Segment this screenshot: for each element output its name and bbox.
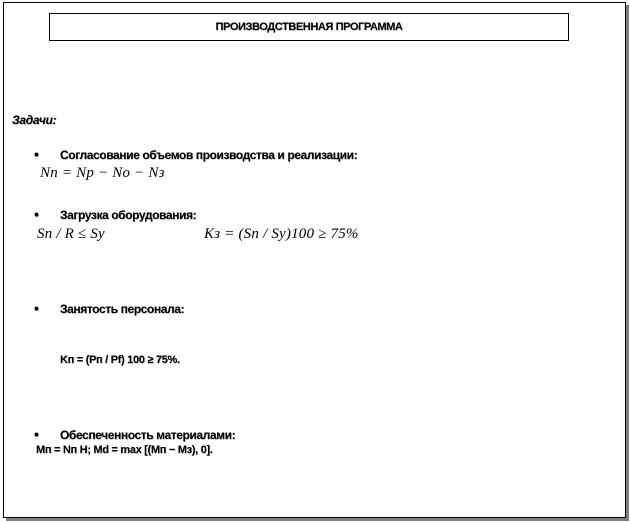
list-item-staff-employment <box>34 300 184 316</box>
item-label: Обеспеченность материалами: <box>60 428 236 442</box>
formula-production-balance: Nп = Nр − Nо − Nз <box>40 165 165 181</box>
list-item-production-sales <box>34 146 357 162</box>
item-label: Загрузка оборудования: <box>60 208 197 222</box>
tasks-heading: Задачи: <box>12 113 57 127</box>
list-item-equipment-load <box>34 206 196 222</box>
formula-capacity-constraint: Sп / R ≤ Sу <box>37 226 105 242</box>
formula-materials: Mп = Nп H; Md = max [(Mп − Mз), 0]. <box>36 444 213 456</box>
item-label: Занятость персонала: <box>60 302 185 316</box>
bullet-icon: • <box>34 426 39 442</box>
list-item-materials-supply <box>34 426 235 442</box>
bullet-icon: • <box>34 206 39 222</box>
formula-load-factor: Kз = (Sп / Sу)100 ≥ 75% <box>204 226 359 242</box>
bullet-icon: • <box>34 146 39 162</box>
item-label: Согласование объемов производства и реализации: <box>60 148 358 162</box>
formula-staff-factor: Kп = (Pп / Pf) 100 ≥ 75%. <box>60 354 180 366</box>
bullet-icon: • <box>34 300 39 316</box>
page-title: ПРОИЗВОДСТВЕННАЯ ПРОГРАММА <box>49 13 569 41</box>
